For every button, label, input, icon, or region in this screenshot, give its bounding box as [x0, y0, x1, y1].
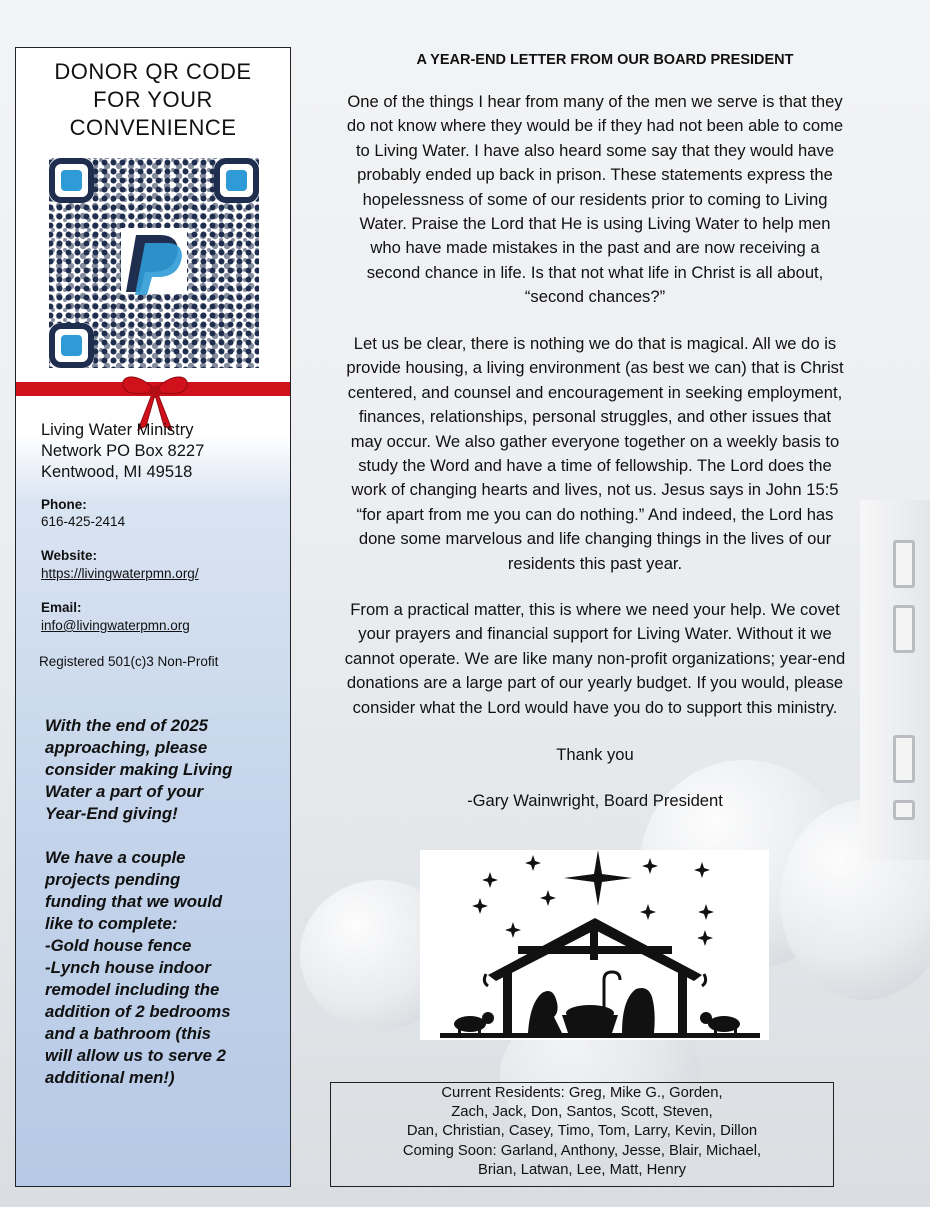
letter-paragraph-1: One of the things I hear from many of the men we serve is that they do not know where they would be if they had not been able to come to Living Water. I have also heard some say that they would have probably ended up back in prison. These statements express the hopelessness of some of our residents prior to coming to Living Water. Praise the Lord that He is using Living Water to help men who have made mistakes in the past and are now receiving a second chance in life. Is that not what life in Christ is all about, “second chances?” — [346, 92, 844, 307]
nonprofit-status: Registered 501(c)3 Non-Profit — [39, 654, 219, 669]
house-window — [893, 605, 915, 653]
year-end-appeal: With the end of 2025 approaching, please consider making Living Water a part of your Year-End giving! We have a couple projects pending funding that we would like to complete: -Gold house fence -Lynch house indoor remodel including the addition of 2 bedrooms and a bathroom (this will allow us to serve 2 additional men!) — [45, 716, 233, 1087]
nativity-icon — [420, 850, 769, 1040]
house-window — [893, 540, 915, 588]
letter-signature: -Gary Wainwright, Board President — [467, 791, 723, 810]
letter-title: A YEAR-END LETTER FROM OUR BOARD PRESIDENT — [416, 52, 794, 68]
email-label: Email: — [41, 600, 82, 615]
phone-label: Phone: — [41, 497, 87, 512]
house-window — [893, 735, 915, 783]
house-window — [893, 800, 915, 820]
website-label: Website: — [41, 548, 98, 563]
letter-thanks: Thank you — [556, 745, 634, 764]
qr-code-icon — [28, 140, 279, 380]
letter-paragraph-3: From a practical matter, this is where we need your help. We covet your prayers and financial support for Living Water. Without it we cannot operate. We are like many non-profit organizations; year-end donations are a large part of our yearly budget. If you would, please consider what the Lord would have you do to support this ministry. — [344, 600, 846, 717]
qr-title: DONOR QR CODE FOR YOUR CONVENIENCE — [54, 59, 252, 140]
residents-list: Current Residents: Greg, Mike G., Gorden, Zach, Jack, Don, Santos, Scott, Steven, Dan, Christian, Casey, Timo, Tom, Larry, Kevin, Dillon Coming Soon: Garland, Anthony, Jesse, Blair, Michael, Brian, Latwan, Lee, Matt, Henry — [330, 1082, 834, 1187]
nativity-image — [420, 850, 769, 1040]
letter-paragraph-2: Let us be clear, there is nothing we do that is magical. All we do is provide housing, a living environment (as best we can) that is Christ centered, and counsel and encouragement in seeking employment, finances, relationships, personal struggles, and other issues that may occur. We also gather everyone together on a weekly basis to study the Word and have a time of fellowship. The Lord does the work of changing hearts and lives, not us. Jesus says in John 15:5 “for apart from me you can do nothing.” And indeed, the Lord has done some marvelous and life changing things in the lives of our residents this past year. — [346, 334, 844, 573]
donor-qr-code[interactable] — [28, 140, 279, 380]
mailing-address: Living Water Ministry Network PO Box 8227 Kentwood, MI 49518 — [41, 421, 205, 481]
phone-number: 616-425-2414 — [41, 514, 126, 529]
sidebar — [15, 47, 291, 1187]
email-link[interactable]: info@livingwaterpmn.org — [41, 618, 190, 633]
website-link[interactable]: https://livingwaterpmn.org/ — [41, 566, 199, 581]
